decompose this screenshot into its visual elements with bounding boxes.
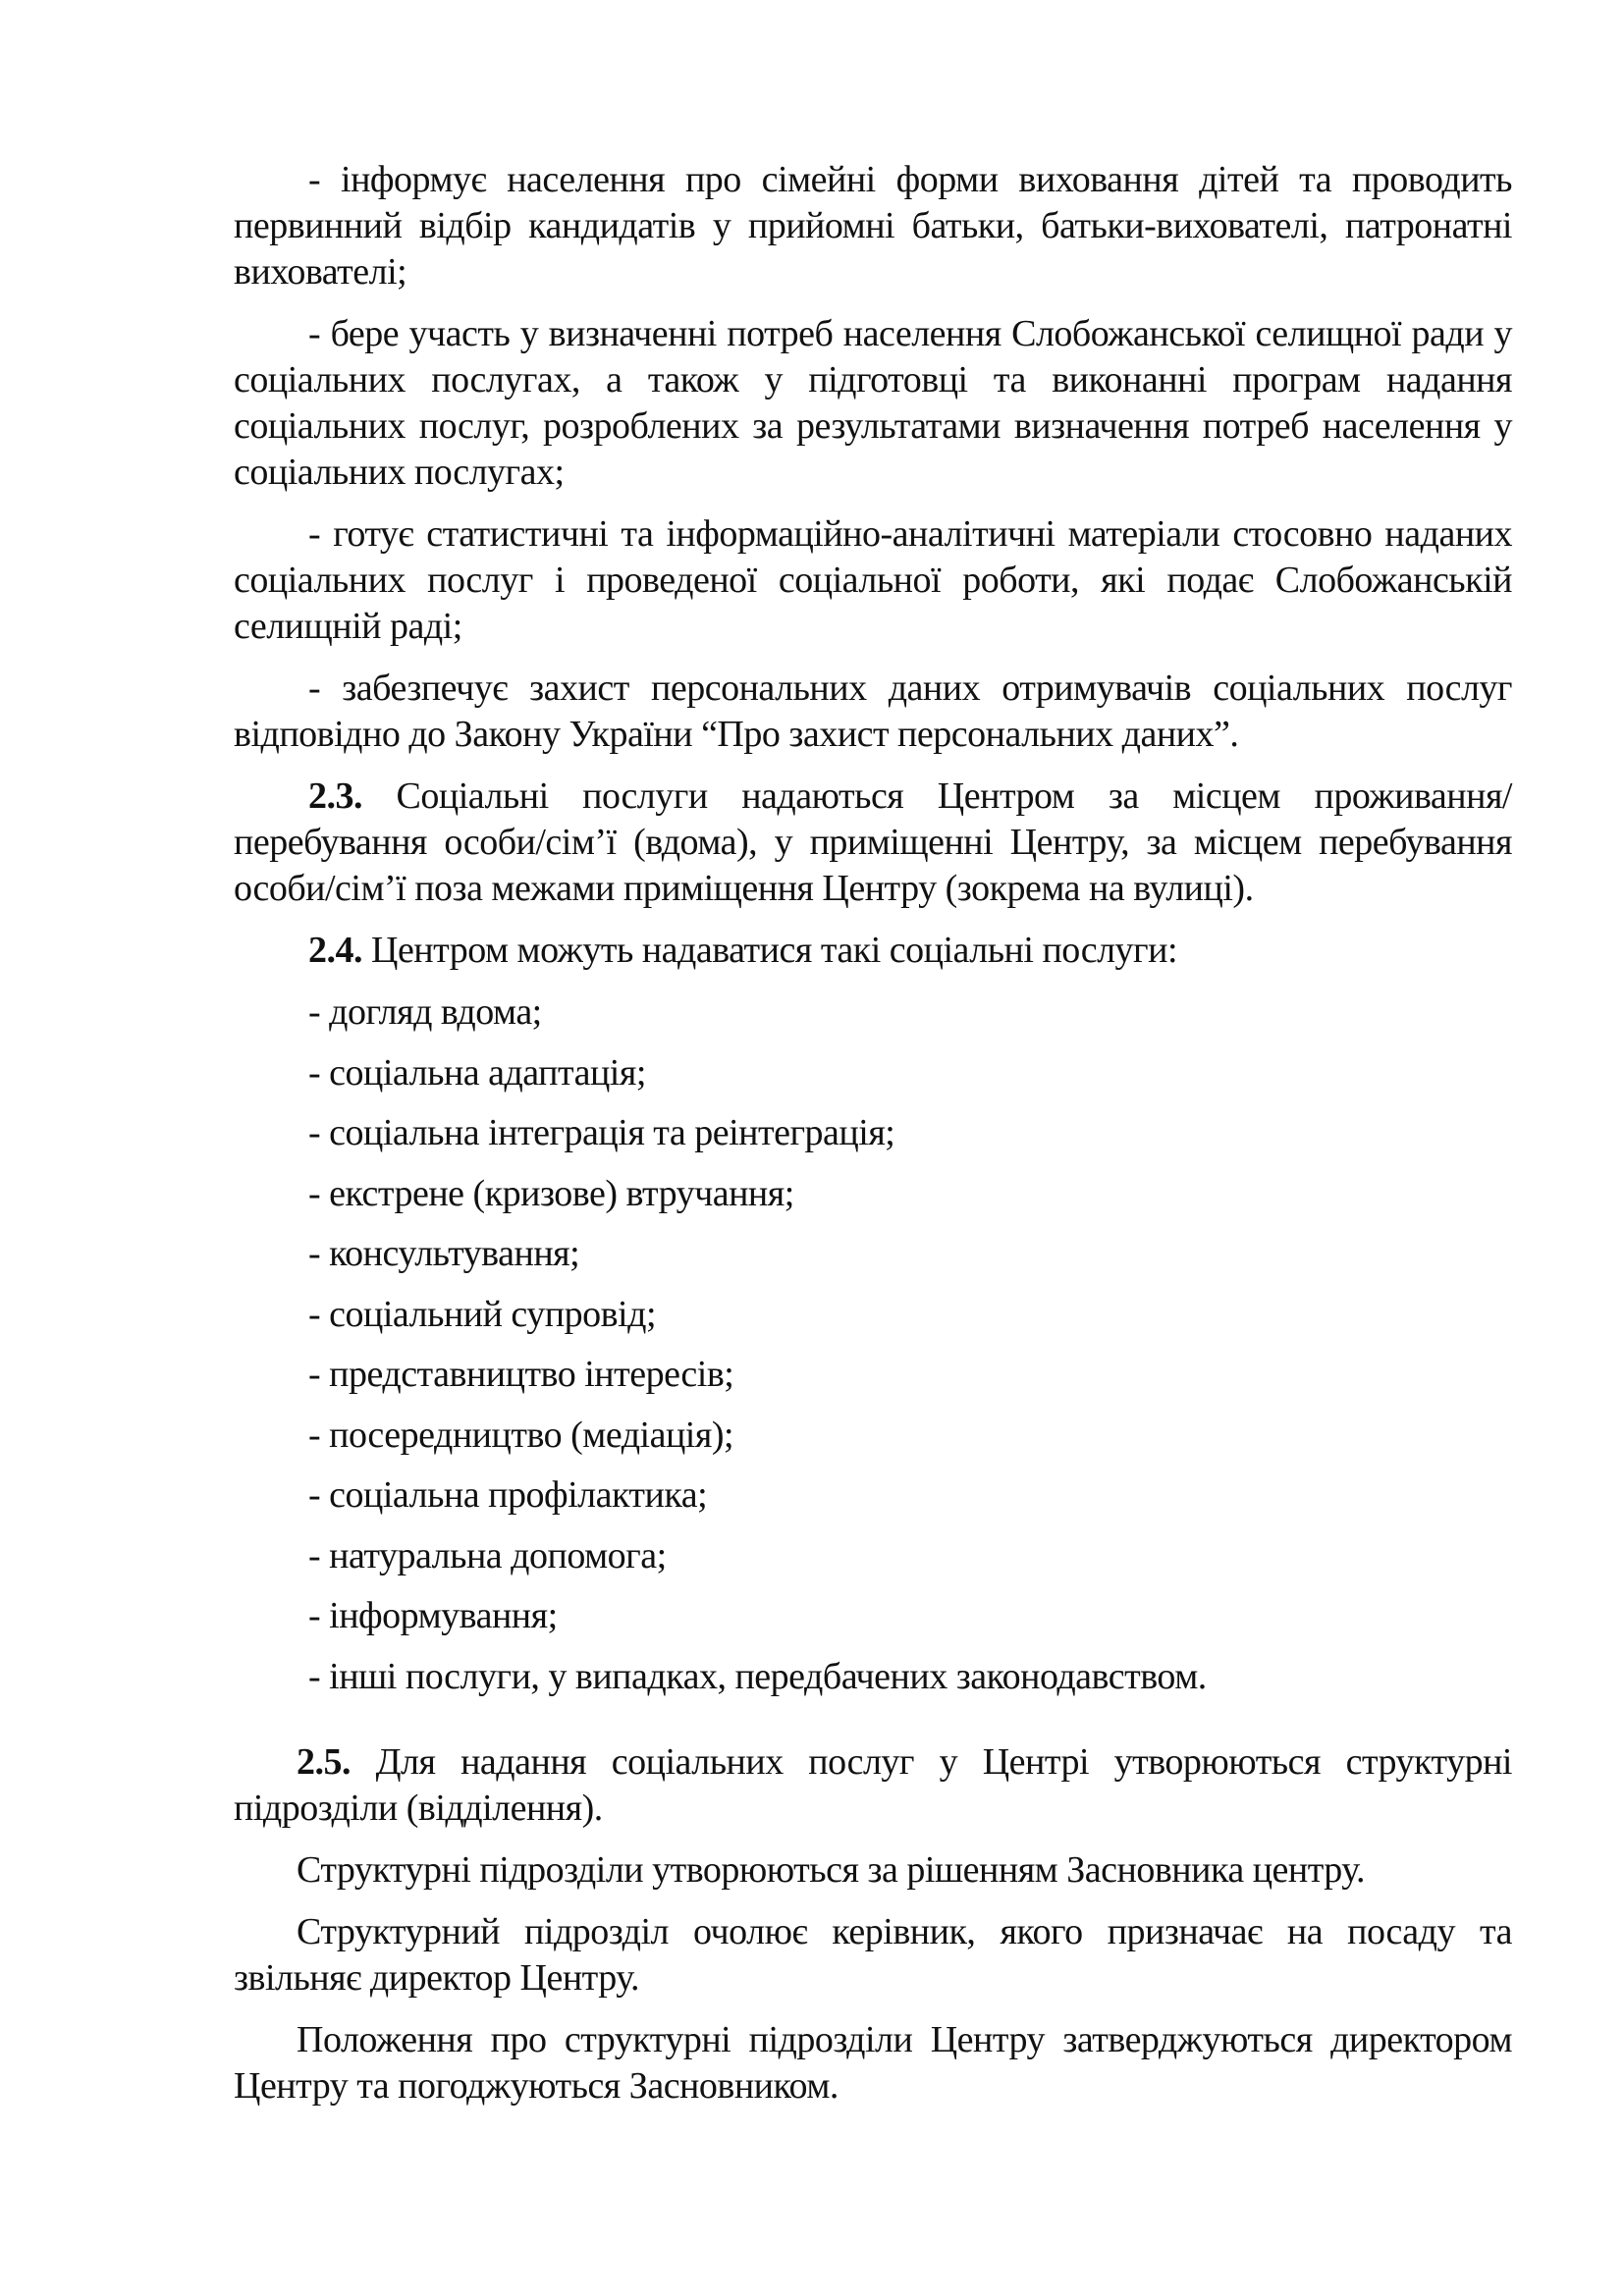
section-2-4-paragraph — [234, 928, 1512, 974]
service-item: - інші послуги, у випадках, передбачених законодавством. — [308, 1655, 1207, 1697]
section-2-5-unit-head: Структурний підрозділ очолює керівник, якого призначає на посаду та звільняє директор Центру. — [234, 1911, 1512, 1999]
services-list — [234, 989, 1512, 1700]
document-page — [234, 157, 1512, 2125]
spacer — [234, 1714, 1512, 1739]
section-2-3-paragraph — [234, 774, 1512, 912]
duty-paragraph-family-upbringing: - інформує населення про сімейні форми виховання дітей та проводить первинний відбір кандидатів у прийомні батьки, батьки-вихователі, патронатні вихователі; — [234, 159, 1512, 293]
section-2-5-unit-regulations: Положення про структурні підрозділи Центру затверджуються директором Центру та погоджуються Засновником. — [234, 2019, 1512, 2107]
service-item: - соціальна профілактика; — [308, 1474, 708, 1516]
duty-paragraph-statistics: - готує статистичні та інформаційно-аналітичні матеріали стосовно наданих соціальних послуг і проведеної соціальної роботи, які подає Слобожанській селищній раді; — [234, 513, 1512, 647]
service-item: - соціальна інтеграція та реінтеграція; — [308, 1112, 895, 1153]
service-item: - консультування; — [308, 1233, 580, 1274]
service-item: - екстрене (кризове) втручання; — [308, 1172, 794, 1214]
service-item: - догляд вдома; — [308, 991, 542, 1033]
service-item: - натуральна допомога; — [308, 1534, 667, 1576]
duty-paragraph-needs-assessment: - бере участь у визначенні потреб населення Слобожанської селищної ради у соціальних послугах, а також у підготовці та виконанні програм надання соціальних послуг, розроблених за результатами визначення потреб населення у соціальних послугах; — [234, 313, 1512, 493]
service-item: - інформування; — [308, 1595, 558, 1636]
service-item: - соціальна адаптація; — [308, 1051, 646, 1094]
section-2-4-text: Центром можуть надаватися такі соціальні послуги: — [362, 930, 1178, 971]
section-2-5-text: Для надання соціальних послуг у Центрі утворюються структурні підрозділи (відділення). — [234, 1741, 1512, 1829]
section-2-5-number: 2.5. — [297, 1741, 351, 1783]
section-2-3-text: Соціальні послуги надаються Центром за місцем проживання/перебування особи/сім’ї (вдома), у приміщенні Центру, за місцем перебування особи/сім’ї поза межами приміщення Центру (зокрема на вулиці). — [234, 775, 1512, 909]
service-item: - посередництво (медіація); — [308, 1414, 734, 1456]
section-2-4-number: 2.4. — [308, 930, 362, 971]
service-item: - соціальний супровід; — [308, 1293, 657, 1335]
duty-paragraph-data-protection: - забезпечує захист персональних даних отримувачів соціальних послуг відповідно до Закону України “Про захист персональних даних”. — [234, 667, 1512, 755]
section-2-5-paragraph — [234, 1739, 1512, 1832]
section-2-3-number: 2.3. — [308, 775, 362, 817]
service-item: - представництво інтересів; — [308, 1354, 734, 1395]
section-2-5-units-creation: Структурні підрозділи утворюються за рішенням Засновника центру. — [297, 1849, 1365, 1891]
